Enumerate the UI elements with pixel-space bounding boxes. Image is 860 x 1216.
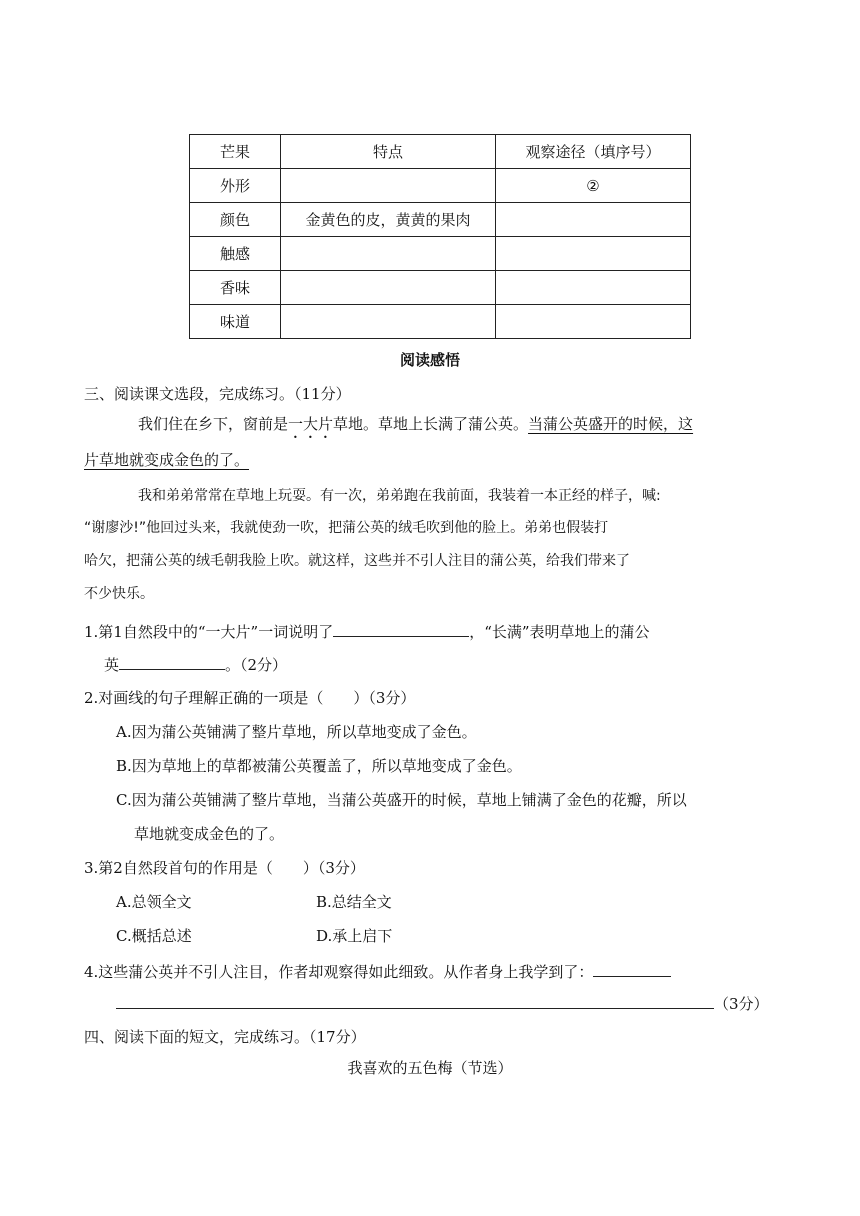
table-cell [496, 237, 691, 271]
item-2-option-a: A.因为蒲公英铺满了整片草地，所以草地变成了金色。 [116, 723, 477, 741]
passage-text: 我们住在乡下，窗前是 [138, 415, 289, 433]
table-header-cell: 芒果 [190, 135, 281, 169]
item-score: （3分） [714, 995, 769, 1013]
question-4-heading: 四、阅读下面的短文，完成练习。（17分） [84, 1028, 366, 1046]
table-header-cell: 特点 [281, 135, 496, 169]
table-cell: 香味 [190, 271, 281, 305]
answer-blank[interactable] [593, 960, 671, 977]
table-cell [496, 203, 691, 237]
passage-paragraph-2-line-2: “谢廖沙!”他回过头来，我就使劲一吹，把蒲公英的绒毛吹到他的脸上。弟弟也假装打 [84, 520, 609, 536]
item-2-option-c-line-1: C.因为蒲公英铺满了整片草地，当蒲公英盛开的时候，草地上铺满了金色的花瓣，所以 [116, 791, 687, 809]
table-cell [496, 305, 691, 339]
passage-paragraph-2-line-4: 不少快乐。 [84, 586, 154, 602]
table-cell: 味道 [190, 305, 281, 339]
item-2-option-c-line-2: 草地就变成金色的了。 [134, 825, 285, 843]
item-text: ，“长满”表明草地上的蒲公 [469, 623, 650, 641]
item-3-option-c: C.概括总述 [116, 927, 192, 945]
passage-paragraph-1-line-1 [138, 413, 693, 442]
item-text: 英 [104, 656, 120, 674]
item-4-question [84, 960, 671, 982]
item-3-option-d: D.承上启下 [316, 927, 393, 945]
answer-blank[interactable] [333, 620, 469, 637]
question-3-heading: 三、阅读课文选段，完成练习。（11分） [84, 385, 351, 403]
answer-blank[interactable] [119, 653, 225, 670]
item-text: 4.这些蒲公英并不引人注目，作者却观察得如此细致。从作者身上我学到了： [84, 963, 594, 981]
table-cell: ② [496, 169, 691, 203]
table-cell [281, 271, 496, 305]
table-row [190, 271, 691, 305]
item-4-line-2 [116, 992, 769, 1014]
table-cell: 触感 [190, 237, 281, 271]
passage-paragraph-2-line-1: 我和弟弟常常在草地上玩耍。有一次，弟弟跑在我前面，我装着一本正经的样子，喊: [138, 488, 661, 504]
item-3-option-a: A.总领全文 [116, 893, 192, 911]
table-cell [496, 271, 691, 305]
emphasized-word: 一大片 [288, 415, 334, 433]
table-cell: 颜色 [190, 203, 281, 237]
table-cell [281, 169, 496, 203]
table-cell: 金黄色的皮，黄黄的果肉 [281, 203, 496, 237]
item-3-question: 3.第2自然段首句的作用是（ ）（3分） [84, 859, 365, 877]
passage-title: 我喜欢的五色梅（节选） [347, 1059, 513, 1077]
table-row [190, 203, 691, 237]
table-header-cell: 观察途径（填序号） [496, 135, 691, 169]
underlined-sentence: 片草地就变成金色的了。 [84, 451, 250, 469]
underlined-sentence: 当蒲公英盛开的时候，这 [528, 415, 694, 433]
item-3-option-b: B.总结全文 [316, 893, 392, 911]
item-1-line-2 [104, 653, 287, 675]
table-row [190, 135, 691, 169]
item-2-question: 2.对画线的句子理解正确的一项是（ ）（3分） [84, 689, 416, 707]
passage-paragraph-2-line-3: 哈欠，把蒲公英的绒毛朝我脸上吹。就这样，这些并不引人注目的蒲公英，给我们带来了 [84, 553, 630, 569]
item-1-line-1 [84, 620, 650, 642]
passage-paragraph-1-line-2 [84, 449, 249, 470]
item-text: 。（2分） [225, 656, 288, 674]
table-row [190, 237, 691, 271]
answer-blank[interactable] [116, 992, 714, 1009]
table-row [190, 169, 691, 203]
item-text: 1.第1自然段中的“一大片”一词说明了 [84, 623, 334, 641]
section-title: 阅读感悟 [399, 351, 460, 369]
item-2-option-b: B.因为草地上的草都被蒲公英覆盖了，所以草地变成了金色。 [116, 757, 522, 775]
passage-text: 草地。草地上长满了蒲公英。 [333, 415, 529, 433]
table-cell [281, 305, 496, 339]
table-cell: 外形 [190, 169, 281, 203]
observation-table [189, 134, 691, 339]
table-cell [281, 237, 496, 271]
table-row [190, 305, 691, 339]
